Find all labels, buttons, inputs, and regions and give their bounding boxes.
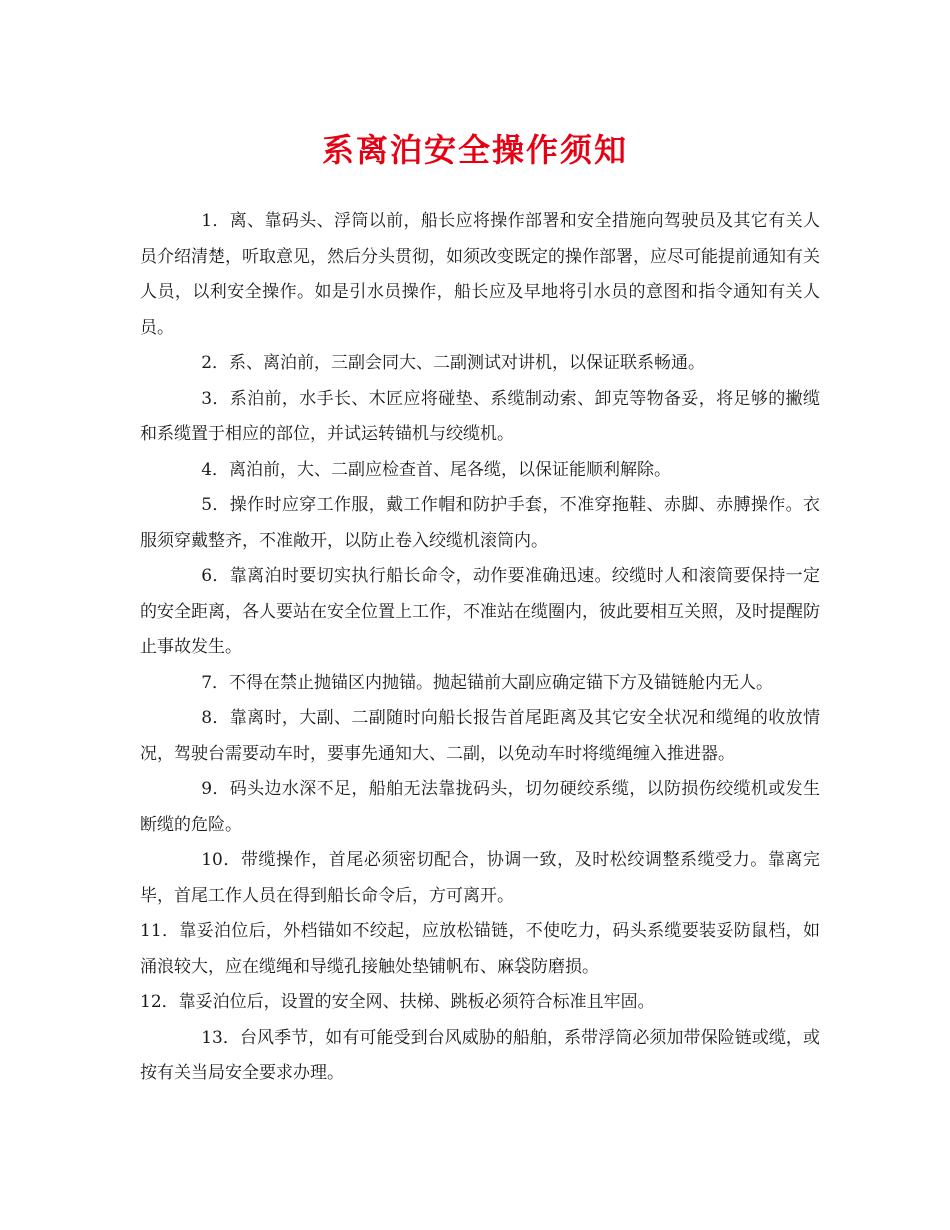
paragraph-12: 12．靠妥泊位后，设置的安全网、扶梯、跳板必须符合标准且牢固。 [140,992,655,1012]
paragraph-13: 13．台风季节，如有可能受到台风威胁的船舶，系带浮筒必须加带保险链或缆，或按有关当局安全要求办理。 [140,1027,820,1083]
paragraph-5: 5．操作时应穿工作服，戴工作帽和防护手套，不准穿拖鞋、赤脚、赤膊操作。衣服须穿戴整齐，不准敞开，以防止卷入绞缆机滚筒内。 [140,495,820,551]
paragraph-10: 10．带缆操作，首尾必须密切配合，协调一致，及时松绞调整系缆受力。靠离完毕，首尾工作人员在得到船长命令后，方可离开。 [140,850,820,906]
paragraph-4: 4．离泊前，大、二副应检查首、尾各缆，以保证能顺利解除。 [201,459,672,480]
document-body [140,204,820,1092]
paragraph-11: 11．靠妥泊位后，外档锚如不绞起，应放松锚链，不使吃力，码头系缆要装妥防鼠档，如涌浪较大，应在缆绳和导缆孔接触处垫铺帆布、麻袋防磨损。 [140,921,820,977]
paragraph-2: 2．系、离泊前，三副会同大、二副测试对讲机，以保证联系畅通。 [201,353,706,373]
paragraph-1: 1．离、靠码头、浮筒以前，船长应将操作部署和安全措施向驾驶员及其它有关人员介绍清楚，听取意见，然后分头贯彻，如须改变既定的操作部署，应尽可能提前通知有关人员，以利安全操作。如是引水员操作，船长应及早地将引水员的意图和指令通知有关人员。 [140,211,820,338]
paragraph-7: 7．不得在禁止抛锚区内抛锚。抛起锚前大副应确定锚下方及锚链舱内无人。 [201,672,774,693]
paragraph-8: 8．靠离时，大副、二副随时向船长报告首尾距离及其它安全状况和缆绳的收放情况，驾驶台需要动车时，要事先通知大、二副，以免动车时将缆绳缠入推进器。 [140,708,820,764]
paragraph-9: 9．码头边水深不足，船舶无法靠拢码头，切勿硬绞系缆，以防损伤绞缆机或发生断缆的危险。 [140,779,820,835]
paragraph-3: 3．系泊前，水手长、木匠应将碰垫、系缆制动索、卸克等物备妥，将足够的撇缆和系缆置于相应的部位，并试运转锚机与绞缆机。 [140,388,820,444]
page-title: 系离泊安全操作须知 [321,131,628,169]
paragraph-6: 6．靠离泊时要切实执行船长命令，动作要准确迅速。绞缆时人和滚筒要保持一定的安全距离，各人要站在安全位置上工作，不准站在缆圈内，彼此要相互关照，及时提醒防止事故发生。 [140,566,820,657]
